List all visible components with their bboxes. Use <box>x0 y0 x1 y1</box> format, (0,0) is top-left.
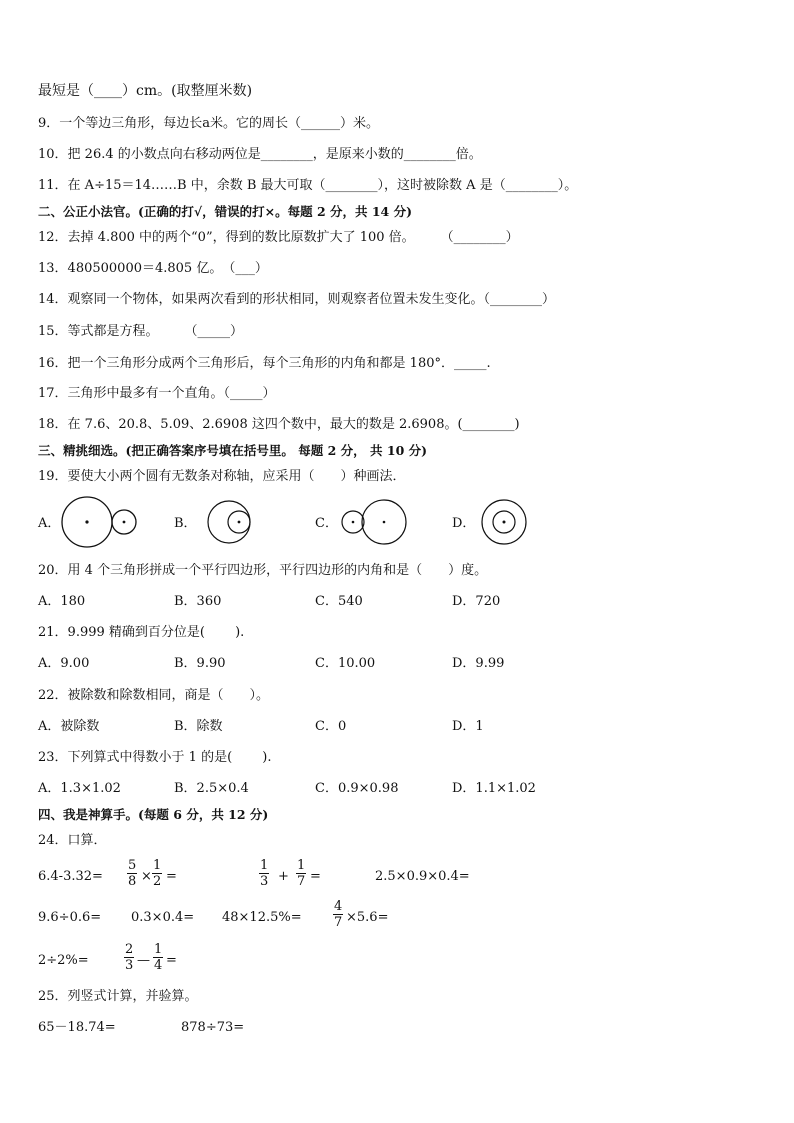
calc-10-operator: — <box>137 953 150 968</box>
calc-3-operator: + <box>278 869 289 884</box>
question-18: 18．在 7.6、20.8、5.09、2.6908 这四个数中，最大的数是 2.6908。(________) <box>38 417 520 432</box>
q20-option-a: A．180 <box>38 594 86 609</box>
question-23: 23．下列算式中得数小于 1 的是( ). <box>38 750 272 765</box>
calc-10-fraction-1: 2 3 <box>125 942 134 973</box>
q23-option-c: C．0.9×0.98 <box>315 781 399 796</box>
calc-5: 9.6÷0.6= <box>38 910 102 925</box>
question-9: 9．一个等边三角形，每边长a米。它的周长（______）米。 <box>38 116 380 131</box>
question-13: 13．480500000＝4.805 亿。 （___） <box>38 261 268 276</box>
question-16: 16．把一个三角形分成两个三角形后，每个三角形的内角和都是 180°．_____. <box>38 356 491 371</box>
calc-4: 2.5×0.9×0.4= <box>375 869 470 884</box>
vertical-calc-1: 65－18.74= <box>38 1020 116 1035</box>
q19-option-c-figure <box>340 496 412 550</box>
section-2-heading: 二、公正小法官。(正确的打√，错误的打×。每题 2 分，共 14 分) <box>38 204 413 219</box>
question-12: 12．去掉 4.800 中的两个“0”，得到的数比原数扩大了 100 倍。 （________） <box>38 230 519 245</box>
vertical-calc-2: 878÷73= <box>181 1020 245 1035</box>
question-14: 14．观察同一个物体，如果两次看到的形状相同，则观察者位置未发生变化。（________） <box>38 292 556 307</box>
calc-2-fraction-2: 1 2 <box>153 858 162 889</box>
q21-option-b: B．9.90 <box>174 656 226 671</box>
q19-option-c-label: C． <box>315 516 338 531</box>
q19-option-d-figure <box>478 496 532 550</box>
question-25: 25．列竖式计算，并验算。 <box>38 989 198 1004</box>
question-11: 11．在 A÷15＝14……B 中，余数 B 最大可取（________），这时被除数 A 是（________）。 <box>38 178 578 193</box>
question-15: 15．等式都是方程。 （_____） <box>38 324 244 339</box>
q23-option-a: A．1.3×1.02 <box>38 781 121 796</box>
calc-3-fraction-2: 1 7 <box>297 858 306 889</box>
section-4-heading: 四、我是神算手。(每题 6 分，共 12 分) <box>38 807 269 822</box>
calc-2-operator: × <box>141 869 152 884</box>
q19-option-b-label: B． <box>174 516 197 531</box>
q22-option-c: C．0 <box>315 719 347 734</box>
section-3-heading: 三、精挑细选。(把正确答案序号填在括号里。 每题 2 分， 共 10 分) <box>38 443 428 458</box>
calc-3-equals: = <box>310 869 321 884</box>
q8-continuation: 最短是（____）cm。(取整厘米数) <box>38 83 253 99</box>
calc-1: 6.4-3.32= <box>38 869 103 884</box>
calc-2-fraction-1: 5 8 <box>128 858 137 889</box>
question-21: 21．9.999 精确到百分位是( ). <box>38 625 245 640</box>
calc-10-equals: = <box>166 953 177 968</box>
calc-8-rest: ×5.6= <box>346 910 389 925</box>
question-24: 24．口算． <box>38 833 107 848</box>
q20-option-c: C．540 <box>315 594 363 609</box>
calc-7: 48×12.5%= <box>222 910 302 925</box>
q19-option-a-figure <box>60 496 140 550</box>
question-20: 20．用 4 个三角形拼成一个平行四边形，平行四边形的内角和是（ ）度。 <box>38 563 488 578</box>
q22-option-b: B．除数 <box>174 719 223 734</box>
calc-6: 0.3×0.4= <box>131 910 195 925</box>
q21-option-d: D．9.99 <box>452 656 505 671</box>
question-17: 17．三角形中最多有一个直角。（_____） <box>38 386 276 401</box>
q20-option-d: D．720 <box>452 594 501 609</box>
calc-10-fraction-2: 1 4 <box>154 942 163 973</box>
q23-option-d: D．1.1×1.02 <box>452 781 536 796</box>
q23-option-b: B．2.5×0.4 <box>174 781 249 796</box>
question-19: 19．要使大小两个圆有无数条对称轴，应采用（ ）种画法． <box>38 469 406 484</box>
calc-3-fraction-1: 1 3 <box>260 858 269 889</box>
q20-option-b: B．360 <box>174 594 222 609</box>
question-10: 10．把 26.4 的小数点向右移动两位是________，是原来小数的________倍。 <box>38 147 482 162</box>
calc-2-equals: = <box>166 869 177 884</box>
q21-option-c: C．10.00 <box>315 656 376 671</box>
question-22: 22．被除数和除数相同，商是（ ）。 <box>38 688 270 703</box>
q22-option-a: A．被除数 <box>38 719 100 734</box>
q19-option-a-label: A． <box>38 516 61 531</box>
calc-8-fraction: 4 7 <box>334 899 343 930</box>
q19-option-b-figure <box>204 496 258 550</box>
calc-9: 2÷2%= <box>38 953 89 968</box>
q21-option-a: A．9.00 <box>38 656 90 671</box>
q22-option-d: D．1 <box>452 719 484 734</box>
q19-option-d-label: D． <box>452 516 476 531</box>
